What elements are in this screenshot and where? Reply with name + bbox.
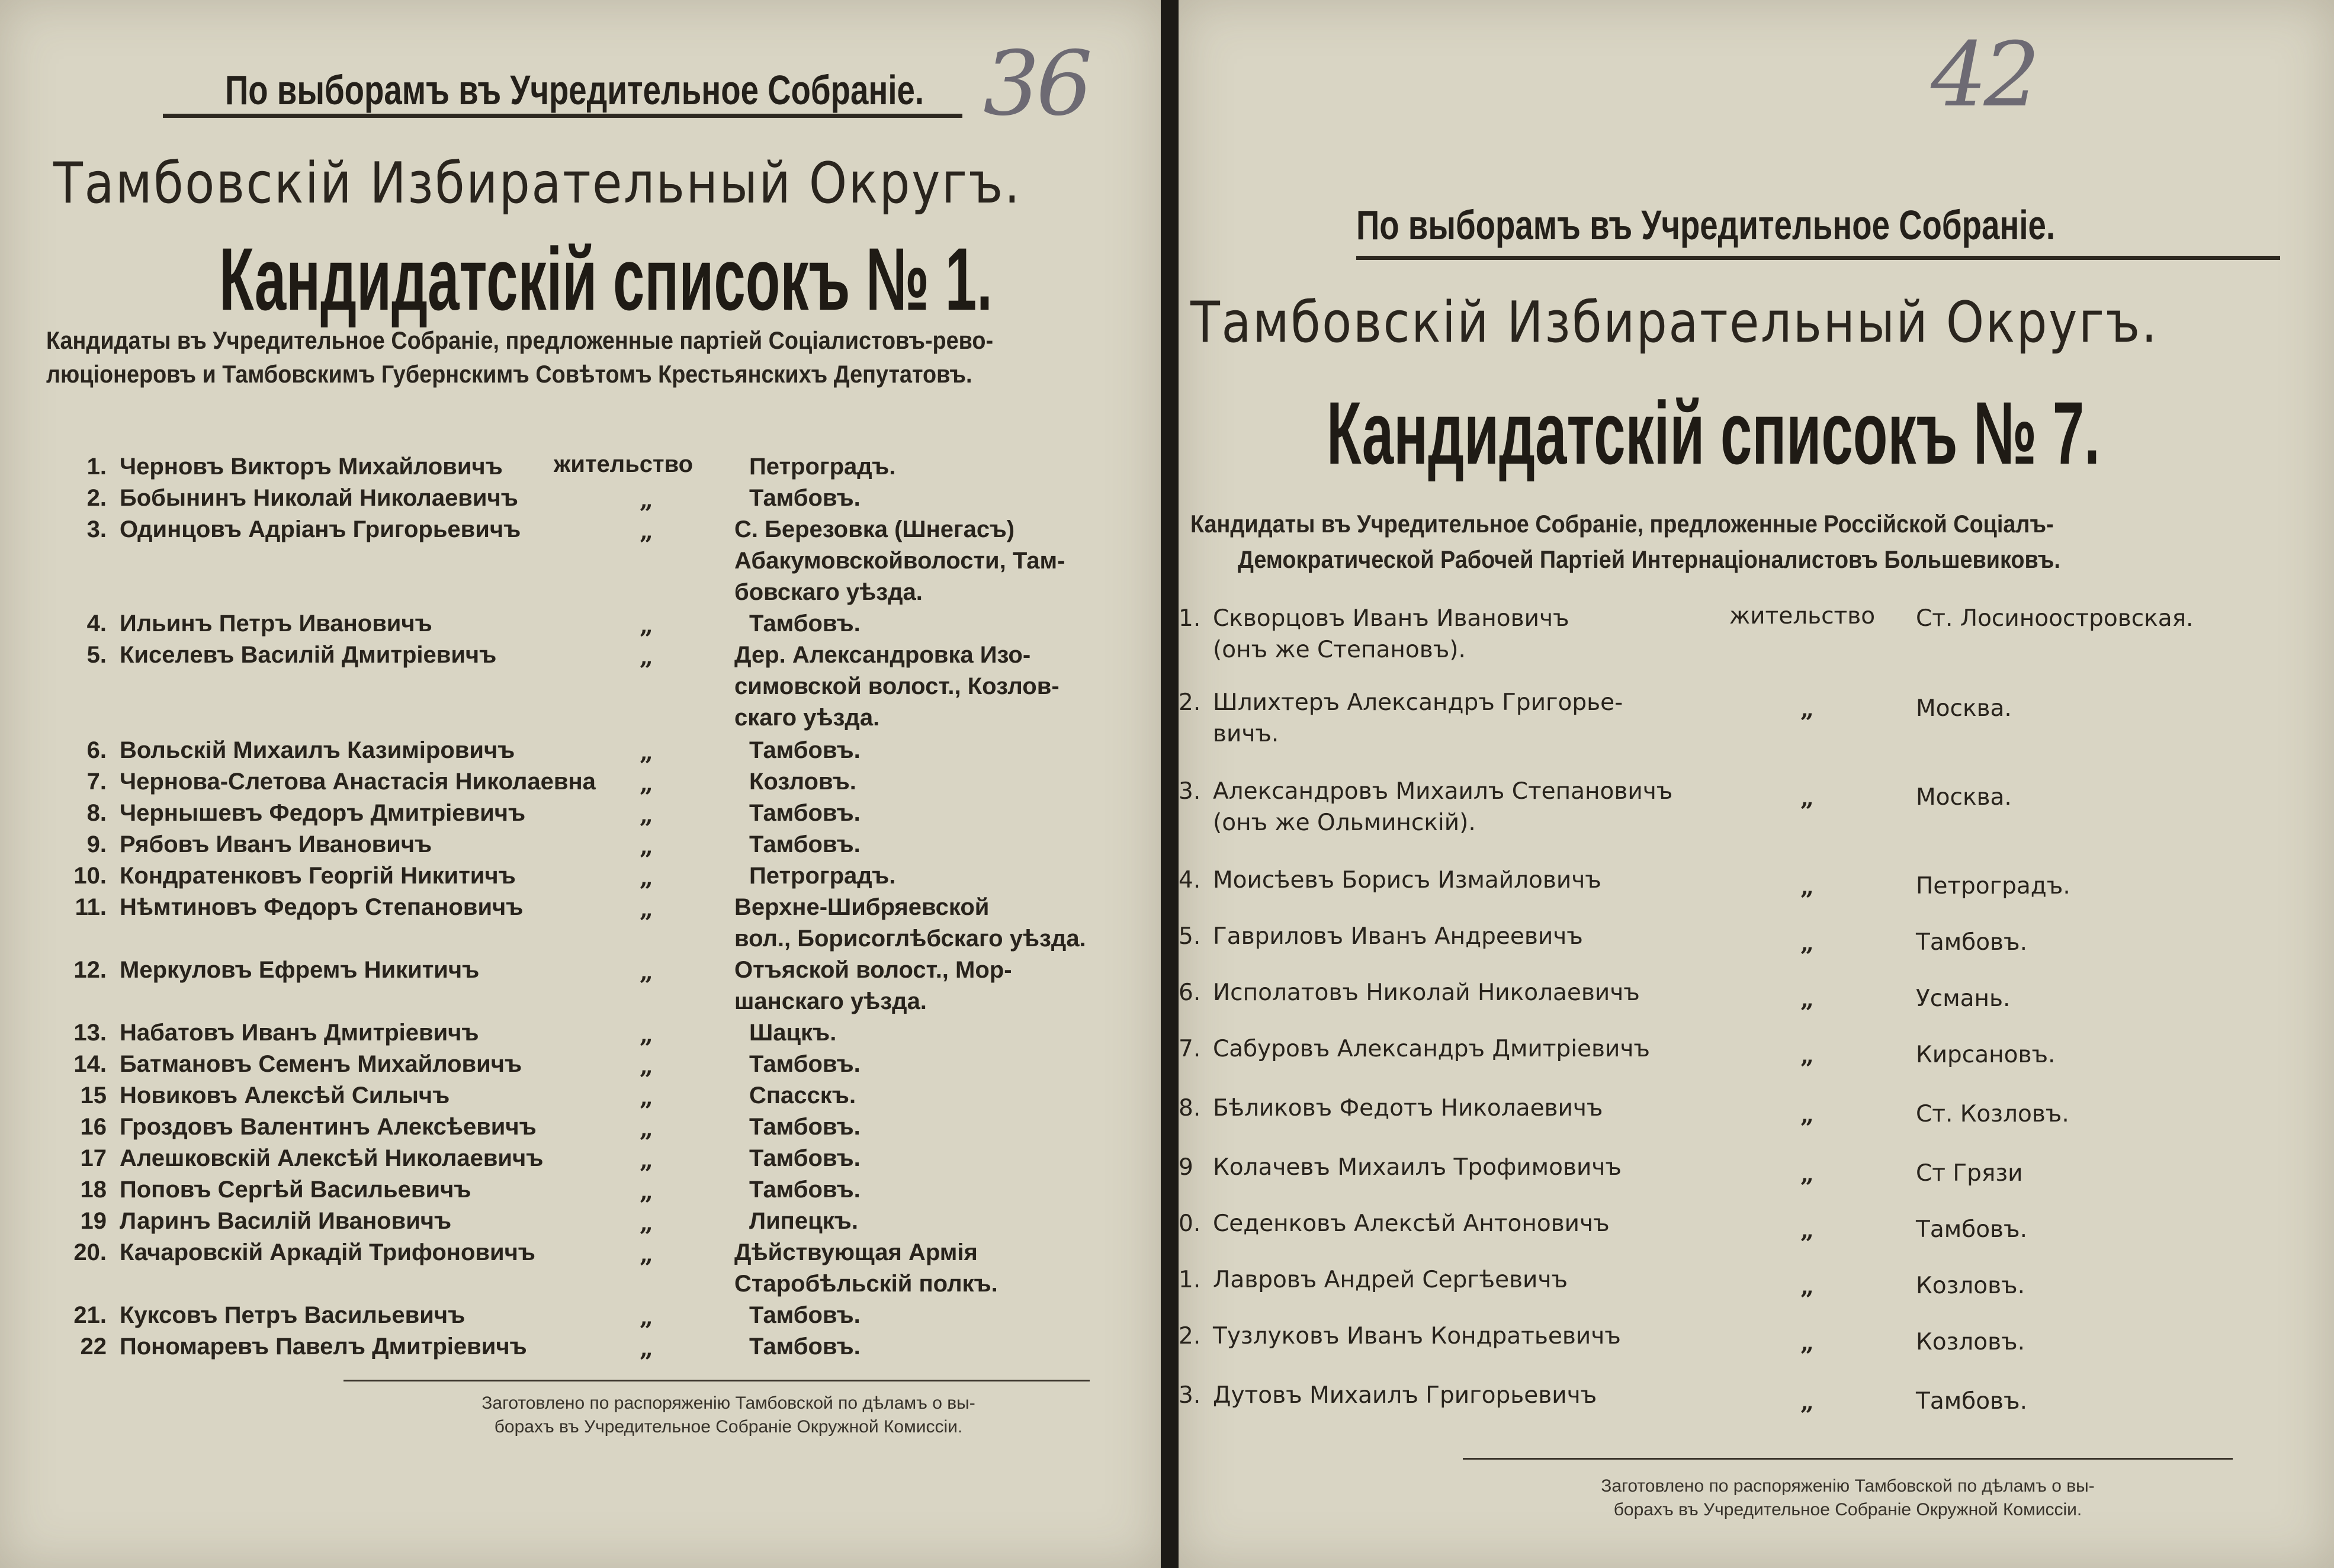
candidate-full-name: Одинцовъ Адріанъ Григорьевичъ <box>120 516 521 542</box>
candidate-residence <box>749 483 861 514</box>
residence-line: Спасскъ. <box>749 1082 856 1108</box>
candidate-residence <box>749 1111 861 1143</box>
candidate-residence: Усмань. <box>1916 985 2011 1012</box>
district-title: Тамбовскій Избирательный Округъ. <box>53 151 1022 216</box>
candidate-name <box>47 1174 471 1206</box>
ditto-mark: „ <box>640 738 654 766</box>
intro-line-1: Кандидаты въ Учредительное Собраніе, предложенные Россійской Соціалъ- <box>1190 510 2054 538</box>
candidate-name <box>47 1206 451 1237</box>
candidate-number: 2. <box>86 485 107 511</box>
name-line: Колачевъ Михаилъ Трофимовичъ <box>1213 1154 1622 1181</box>
candidate-name <box>47 1111 537 1143</box>
header-underline <box>1356 256 2280 260</box>
candidate-number: 3. <box>1179 778 1201 805</box>
candidate-residence <box>749 766 856 798</box>
residence-line: Абакумовскойволости, Там- <box>734 548 1065 574</box>
candidate-number: 17 <box>80 1145 107 1171</box>
candidate-number: 7. <box>86 769 107 795</box>
candidate-residence <box>749 1017 836 1049</box>
ditto-mark: „ <box>640 801 654 829</box>
candidate-name <box>47 860 516 892</box>
candidate-full-name <box>1213 977 1640 1008</box>
candidate-residence <box>734 640 1060 734</box>
candidate-residence: Ст. Козловъ. <box>1916 1101 2069 1127</box>
candidate-full-name: Ильинъ Петръ Ивановичъ <box>120 611 432 637</box>
residence-line: Тамбовъ. <box>749 800 861 826</box>
footer-imprint <box>1481 1474 2215 1522</box>
candidate-number: 8. <box>86 800 107 826</box>
candidate-residence <box>749 860 895 892</box>
name-line: Лавровъ Андрей Сергѣевичъ <box>1213 1267 1568 1293</box>
ditto-mark: „ <box>640 486 654 514</box>
candidate-list-title: Кандидатскій списокъ № 7. <box>1327 383 2100 483</box>
name-line: Исполатовъ Николай Николаевичъ <box>1213 979 1640 1006</box>
election-header: По выборамъ въ Учредительное Собраніе. <box>225 67 924 113</box>
residence-line: С. Березовка (Шнегасъ) <box>734 516 1015 542</box>
candidate-number: 7. <box>1179 1036 1201 1062</box>
candidate-full-name: Чернышевъ Федоръ Дмитріевичъ <box>120 800 526 826</box>
ditto-mark: „ <box>640 1021 654 1049</box>
residence-line: Дѣйствующая Армія <box>734 1239 978 1265</box>
ditto-mark: „ <box>640 1178 654 1206</box>
candidate-number: 14. <box>73 1051 107 1077</box>
residence-line: Тамбовъ. <box>749 831 861 857</box>
candidate-name <box>1179 1093 1603 1124</box>
candidate-residence: Тамбовъ. <box>1916 1388 2027 1415</box>
candidate-residence: Козловъ. <box>1916 1329 2025 1355</box>
residence-line: Тамбовъ. <box>749 611 861 637</box>
name-line: Гавриловъ Иванъ Андреевичъ <box>1213 923 1583 950</box>
candidate-name <box>47 1143 543 1174</box>
candidate-full-name: Черновъ Викторъ Михайловичъ <box>120 454 503 480</box>
candidate-residence <box>749 1049 861 1080</box>
candidate-residence: Москва. <box>1916 695 2012 722</box>
ditto-mark: „ <box>1800 1388 1815 1416</box>
candidate-name <box>1179 865 1601 896</box>
candidate-full-name: Пономаревъ Павелъ Дмитріевичъ <box>120 1334 527 1360</box>
candidate-name <box>1179 1320 1621 1352</box>
candidate-number: 16 <box>80 1114 107 1140</box>
candidate-full-name: Набатовъ Иванъ Дмитріевичъ <box>120 1020 479 1046</box>
candidate-residence: Кирсановъ. <box>1916 1042 2056 1068</box>
candidate-residence <box>734 892 1086 955</box>
candidate-number: 0. <box>1179 1210 1201 1237</box>
residence-line: Тамбовъ. <box>749 1051 861 1077</box>
candidate-name <box>47 1049 522 1080</box>
name-line: (онъ же Ольминскій). <box>1213 809 1476 836</box>
election-header: По выборамъ въ Учредительное Собраніе. <box>1356 202 2056 248</box>
ditto-mark: „ <box>640 1335 654 1363</box>
candidate-name <box>1179 977 1640 1008</box>
candidate-residence: Ст. Лосиноостровская. <box>1916 605 2194 632</box>
residence-line: Тамбовъ. <box>749 1302 861 1328</box>
name-line: вичъ. <box>1213 721 1279 747</box>
ditto-mark: „ <box>640 958 654 986</box>
candidate-full-name <box>1213 1152 1622 1183</box>
candidate-full-name <box>1213 1380 1597 1411</box>
candidate-number: 4. <box>1179 867 1201 894</box>
candidate-residence <box>749 798 861 829</box>
candidate-name <box>1179 1152 1622 1183</box>
residence-line: Петроградъ. <box>749 863 896 889</box>
candidate-name <box>47 1017 479 1049</box>
handwritten-page-number: 42 <box>1931 24 2037 127</box>
ditto-mark: „ <box>640 1052 654 1080</box>
residence-line: Шацкъ. <box>749 1020 837 1046</box>
residence-line: Петроградъ. <box>749 454 896 480</box>
header-underline <box>163 114 962 118</box>
residence-column-label: жительство <box>1729 603 1876 629</box>
candidate-residence: Тамбовъ. <box>1916 1216 2027 1243</box>
candidate-number: 1. <box>1179 1267 1201 1293</box>
ditto-mark: „ <box>640 895 654 923</box>
candidate-full-name: Алешковскій Алексѣй Николаевичъ <box>120 1145 544 1171</box>
candidate-residence <box>749 608 861 640</box>
candidate-residence <box>749 829 861 860</box>
candidate-residence <box>749 1080 856 1111</box>
candidate-number: 6. <box>86 737 107 763</box>
ditto-mark: „ <box>1800 1160 1815 1188</box>
district-title: Тамбовскій Избирательный Округъ. <box>1190 290 2159 355</box>
candidate-name <box>1179 1033 1650 1065</box>
intro-line-2: люціонеровъ и Тамбовскимъ Губернскимъ Совѣтомъ Крестьянскихъ Депутатовъ. <box>46 360 972 388</box>
ditto-mark: „ <box>640 1303 654 1331</box>
candidate-full-name <box>1213 776 1672 838</box>
residence-line: вол., Борисоглѣбскаго уѣзда. <box>734 926 1086 952</box>
candidate-full-name: Новиковъ Алексѣй Силычъ <box>120 1082 450 1108</box>
name-line: Скворцовъ Иванъ Ивановичъ <box>1213 605 1569 632</box>
residence-line: бовскаго уѣзда. <box>734 579 923 605</box>
candidate-full-name: Поповъ Сергѣй Васильевичъ <box>120 1177 471 1203</box>
residence-line: Тамбовъ. <box>749 737 861 763</box>
ditto-mark: „ <box>1800 1329 1815 1357</box>
candidate-number: 5. <box>86 642 107 668</box>
candidate-full-name <box>1213 865 1601 896</box>
candidate-number: 8. <box>1179 1095 1201 1122</box>
candidate-full-name: Чернова-Слетова Анастасія Николаевна <box>120 769 596 795</box>
candidate-name <box>47 1237 535 1268</box>
candidate-full-name <box>1213 603 1569 666</box>
candidate-full-name <box>1213 1208 1610 1239</box>
ditto-mark: „ <box>1800 1101 1815 1129</box>
residence-line: Тамбовъ. <box>749 485 861 511</box>
residence-line: Тамбовъ. <box>749 1145 861 1171</box>
right-ballot-sheet <box>1179 0 2334 1568</box>
candidate-residence <box>749 1331 861 1363</box>
ditto-mark: „ <box>1800 1042 1815 1069</box>
candidate-number: 2. <box>1179 1323 1201 1349</box>
ditto-mark: „ <box>1800 1273 1815 1300</box>
ditto-mark: „ <box>1800 873 1815 901</box>
residence-line: симовской волост., Козлов- <box>734 673 1060 699</box>
candidate-full-name <box>1213 921 1583 952</box>
ditto-mark: „ <box>640 518 654 545</box>
candidate-number: 19 <box>80 1208 107 1234</box>
candidate-name <box>47 892 523 923</box>
candidate-residence <box>734 1237 998 1300</box>
candidate-number: 22 <box>80 1334 107 1360</box>
residence-line: шанскаго уѣзда. <box>734 988 927 1014</box>
ditto-mark: „ <box>1800 985 1815 1013</box>
footer-line-2: борахъ въ Учредительное Собраніе Окружной Комиссіи. <box>494 1417 963 1437</box>
residence-line: Старобѣльскій полкъ. <box>734 1271 998 1297</box>
candidate-number: 11. <box>75 894 107 920</box>
candidate-full-name <box>1213 1264 1568 1296</box>
footer-line-2: борахъ въ Учредительное Собраніе Окружной Комиссіи. <box>1613 1500 2082 1519</box>
candidate-number: 13. <box>73 1020 107 1046</box>
ditto-mark: „ <box>640 864 654 892</box>
name-line: Дутовъ Михаилъ Григорьевичъ <box>1213 1382 1597 1409</box>
candidate-name <box>1179 921 1583 952</box>
candidate-full-name: Вольскій Михаилъ Казиміровичъ <box>120 737 515 763</box>
candidate-number: 6. <box>1179 979 1201 1006</box>
residence-line: Тамбовъ. <box>749 1334 861 1360</box>
candidate-name <box>47 798 525 829</box>
candidate-residence: Тамбовъ. <box>1916 929 2027 956</box>
candidate-name <box>47 1080 450 1111</box>
residence-line: Верхне-Шибряевской <box>734 894 990 920</box>
candidate-name <box>1179 1264 1568 1296</box>
ditto-mark: „ <box>1800 784 1815 812</box>
candidate-residence <box>749 1143 861 1174</box>
name-line: Шлихтеръ Александръ Григорье- <box>1213 689 1623 716</box>
candidate-number: 10. <box>73 863 107 889</box>
candidate-full-name: Гроздовъ Валентинъ Алексѣевичъ <box>120 1114 537 1140</box>
candidate-name <box>1179 1208 1610 1239</box>
footer-line-1: Заготовлено по распоряженію Тамбовской по дѣламъ о вы- <box>1601 1476 2095 1496</box>
candidate-name <box>47 451 503 483</box>
name-line: Бѣликовъ Федотъ Николаевичъ <box>1213 1095 1603 1122</box>
name-line: (онъ же Степановъ). <box>1213 637 1466 663</box>
residence-line: Тамбовъ. <box>749 1114 861 1140</box>
ditto-mark: „ <box>1800 1216 1815 1244</box>
name-line: Тузлуковъ Иванъ Кондратьевичъ <box>1213 1323 1621 1349</box>
name-line: Моисѣевъ Борисъ Измайловичъ <box>1213 867 1601 894</box>
candidate-full-name: Бобынинъ Николай Николаевичъ <box>120 485 518 511</box>
ditto-mark: „ <box>640 770 654 798</box>
ditto-mark: „ <box>640 643 654 671</box>
intro-line-2: Демократической Рабочей Партіей Интернаціоналистовъ Большевиковъ. <box>1238 545 2060 573</box>
candidate-name <box>47 514 521 545</box>
candidate-residence <box>749 451 895 483</box>
candidate-number: 2. <box>1179 689 1201 716</box>
candidate-residence <box>734 514 1065 608</box>
candidate-full-name: Меркуловъ Ефремъ Никитичъ <box>120 957 480 983</box>
residence-line: скаго уѣзда. <box>734 705 880 731</box>
candidate-full-name <box>1213 1093 1603 1124</box>
candidate-full-name <box>1213 1033 1650 1065</box>
candidate-name <box>47 1331 527 1363</box>
name-line: Сабуровъ Александръ Дмитріевичъ <box>1213 1036 1650 1062</box>
ditto-mark: „ <box>1800 695 1815 723</box>
residence-column-label: жительство <box>554 451 694 477</box>
footer-imprint <box>403 1392 1054 1439</box>
ditto-mark: „ <box>640 1209 654 1237</box>
candidate-name <box>47 640 496 671</box>
candidate-number: 12. <box>73 957 107 983</box>
ditto-mark: „ <box>640 833 654 860</box>
candidate-residence <box>749 1174 861 1206</box>
candidate-residence: Ст Грязи <box>1916 1160 2023 1187</box>
residence-line: Тамбовъ. <box>749 1177 861 1203</box>
residence-line: Козловъ. <box>749 769 856 795</box>
candidate-name <box>47 955 479 986</box>
residence-line: Отъяской волост., Мор- <box>734 957 1012 983</box>
candidate-name <box>47 1300 465 1331</box>
candidate-full-name <box>1213 687 1623 750</box>
candidate-full-name: Качаровскій Аркадій Трифоновичъ <box>120 1239 535 1265</box>
candidate-full-name: Батмановъ Семенъ Михайловичъ <box>120 1051 522 1077</box>
candidate-name <box>47 608 432 640</box>
candidate-residence <box>749 735 861 766</box>
candidate-number: 9. <box>86 831 107 857</box>
candidate-number: 1. <box>1179 605 1201 632</box>
candidate-full-name: Киселевъ Василій Дмитріевичъ <box>120 642 497 668</box>
name-line: Александровъ Михаилъ Степановичъ <box>1213 778 1673 805</box>
footer-line-1: Заготовлено по распоряженію Тамбовской по дѣламъ о вы- <box>481 1393 975 1413</box>
candidate-number: 15 <box>80 1082 107 1108</box>
candidate-name <box>1179 687 1623 750</box>
candidate-residence <box>734 955 1012 1017</box>
candidate-full-name: Рябовъ Иванъ Ивановичъ <box>120 831 432 857</box>
candidate-number: 20. <box>73 1239 107 1265</box>
candidate-full-name: Кондратенковъ Георгій Никитичъ <box>120 863 516 889</box>
candidate-number: 4. <box>86 611 107 637</box>
residence-line: Липецкъ. <box>749 1208 858 1234</box>
ditto-mark: „ <box>640 612 654 640</box>
ditto-mark: „ <box>1800 929 1815 957</box>
left-ballot-sheet <box>0 0 1161 1568</box>
candidate-name <box>47 766 596 798</box>
residence-line: Дер. Александровка Изо- <box>734 642 1031 668</box>
candidate-residence: Петроградъ. <box>1916 873 2070 899</box>
candidate-full-name: Нѣмтиновъ Федоръ Степановичъ <box>120 894 524 920</box>
ditto-mark: „ <box>640 1084 654 1111</box>
candidate-number: 1. <box>86 454 107 480</box>
ditto-mark: „ <box>640 1146 654 1174</box>
candidate-residence: Москва. <box>1916 784 2012 811</box>
intro-line-1: Кандидаты въ Учредительное Собраніе, предложенные партіей Соціалистовъ-рево- <box>46 326 994 354</box>
candidate-full-name <box>1213 1320 1621 1352</box>
candidate-name <box>1179 776 1672 838</box>
candidate-number: 5. <box>1179 923 1201 950</box>
ditto-mark: „ <box>640 1115 654 1143</box>
candidate-number: 9 <box>1179 1154 1193 1181</box>
candidate-full-name: Ларинъ Василій Ивановичъ <box>120 1208 452 1234</box>
ditto-mark: „ <box>640 1241 654 1268</box>
candidate-list-title: Кандидатскій списокъ № 1. <box>219 229 993 329</box>
candidate-name <box>1179 603 1569 666</box>
candidate-residence: Козловъ. <box>1916 1273 2025 1299</box>
candidate-name <box>47 829 432 860</box>
candidate-full-name: Куксовъ Петръ Васильевичъ <box>120 1302 465 1328</box>
candidate-name <box>47 483 518 514</box>
footer-rule <box>343 1380 1090 1381</box>
candidate-name <box>1179 1380 1597 1411</box>
candidate-residence <box>749 1300 861 1331</box>
footer-rule <box>1463 1458 2233 1460</box>
name-line: Седенковъ Алексѣй Антоновичъ <box>1213 1210 1610 1237</box>
candidate-residence <box>749 1206 858 1237</box>
candidate-number: 3. <box>86 516 107 542</box>
handwritten-page-number: 36 <box>983 33 1089 136</box>
candidate-number: 18 <box>80 1177 107 1203</box>
candidate-number: 3. <box>1179 1382 1201 1409</box>
candidate-name <box>47 735 515 766</box>
candidate-number: 21. <box>73 1302 107 1328</box>
